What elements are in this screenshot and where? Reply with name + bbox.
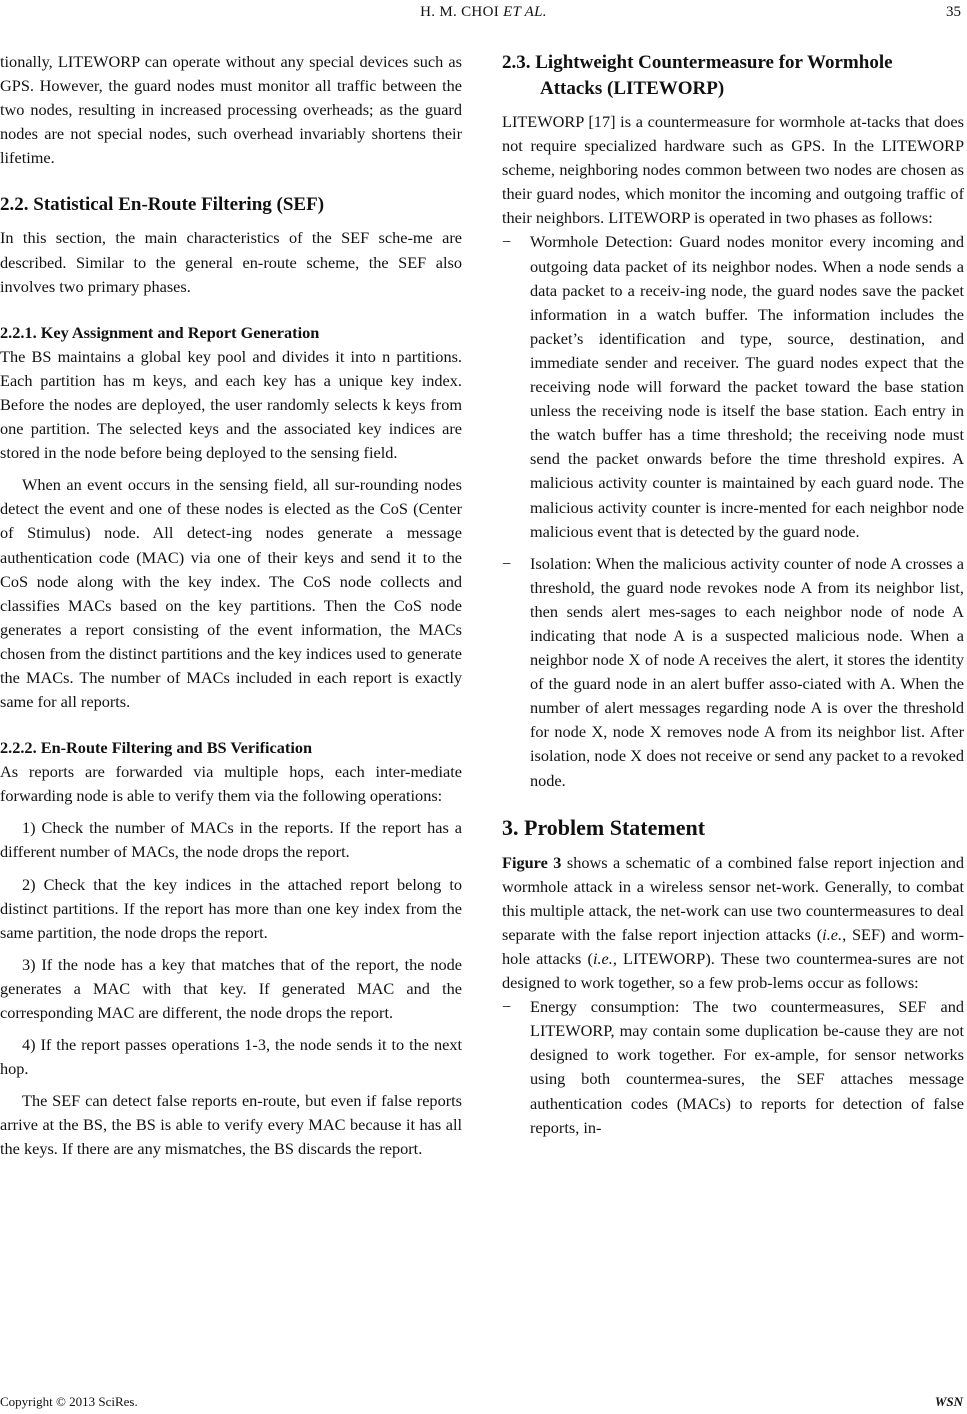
paragraph-operation-4: 4) If the report passes operations 1-3, the node sends it to the next hop. bbox=[0, 1035, 462, 1079]
running-head bbox=[0, 4, 967, 21]
subsection-heading-2-2-1: 2.2.1. Key Assignment and Report Generation bbox=[0, 322, 320, 342]
problem-list bbox=[502, 995, 964, 1140]
list-item-energy-consumption bbox=[502, 995, 964, 1140]
running-head-authors: H. M. CHOI bbox=[420, 4, 499, 20]
list-item-wormhole-detection bbox=[502, 230, 964, 543]
paragraph-liteworp-intro: LITEWORP [17] is a countermeasure for wormhole at-tacks that does not require specialized hardware such as GPS. In the LITEWORP scheme, neighboring nodes common between two nodes are chosen as their guard nodes, which monitor the incoming and outgoing traffic of their neighbors. LITEWORP is operated in two phases as follows: bbox=[502, 112, 964, 228]
dash-bullet: − bbox=[502, 997, 512, 1017]
list-item-text: Energy consumption: The two countermeasures, SEF and LITEWORP, may contain some duplication be-cause they are not designed to work together. For ex-ample, for sensor networks using both countermea-sures, the SEF attaches message authentication codes (MACs) to reports for detection of false reports, in- bbox=[530, 997, 964, 1137]
copyright-notice: Copyright © 2013 SciRes. bbox=[0, 1394, 138, 1409]
dash-bullet: − bbox=[502, 553, 512, 573]
paragraph-continuation: tionally, LITEWORP can operate without any special devices such as GPS. However, the guard nodes must monitor all traffic between the two nodes, resulting in increased processing overheads; as the guard nodes are not special nodes, such overhead invariably shortens their lifetime. bbox=[0, 52, 462, 168]
page-footer bbox=[0, 1394, 967, 1414]
paragraph-sef-intro: In this section, the main characteristics of the SEF sche-me are described. Similar to the general en-route scheme, the SEF also involves two primary phases. bbox=[0, 228, 462, 296]
paragraph-bs-verification: The SEF can detect false reports en-route, but even if false reports arrive at the BS, the BS is able to verify every MAC because it has all the keys. If there are any mismatches, the BS discards the report. bbox=[0, 1091, 462, 1159]
liteworp-phase-list bbox=[502, 230, 964, 792]
paragraph-operation-2: 2) Check that the key indices in the attached report belong to distinct partitions. If the report has more than one key index from the same partition, the node drops the report. bbox=[0, 874, 462, 942]
paragraph-operation-1: 1) Check the number of MACs in the reports. If the report has a different number of MACs, the node drops the report. bbox=[0, 818, 462, 862]
list-item-text: Isolation: When the malicious activity counter of node A crosses a threshold, the guard node revokes node A from its neighbor list, then sends alert mes-sages to each neighbor node of node A indicating that node A is a suspected malicious node. When a neighbor node X of node A receives the alert, it stores the identity of the guard node in an alert buffer asso-ciated with A. When the number of alert messages regarding node A is over the threshold for node X, node X removes node A from its neighbor list. After isolation, node X does not receive or send any packet to a revoked node. bbox=[530, 553, 964, 790]
ie-abbrev: i.e. bbox=[822, 924, 843, 944]
text-run: shows a schematic of a combined false report injection and wormhole attack in a wireless sensor net-work. Generally, to combat this multiple attack, the net-work can use two countermeasures to deal separate with the false report injection attacks ( bbox=[502, 852, 964, 944]
subsection-heading-2-2-2: 2.2.2. En-Route Filtering and BS Verification bbox=[0, 738, 313, 758]
paragraph-report-generation: When an event occurs in the sensing field, all sur-rounding nodes detect the event and one of these nodes is elected as the CoS (Center of Stimulus) node. All detect-ing nodes generate a message authentication code (MAC) via one of their keys and send it to the CoS node along with the key index. The CoS node collects and classifies MACs based on the key partitions. Then the CoS node generates a report consisting of the event information, the MACs chosen from the distinct partitions and the key indices used to generate the MACs. The number of MACs included in each report is exactly same for all reports. bbox=[0, 475, 462, 712]
text-run: , SEF) and worm-hole attacks ( bbox=[502, 924, 965, 968]
text-run: , LITEWORP). These two countermea-sures are not designed to work together, so a few prob-lems occur as follows: bbox=[502, 949, 964, 993]
left-column bbox=[0, 50, 462, 1162]
paragraph-en-route-intro: As reports are forwarded via multiple hops, each inter-mediate forwarding node is able to verify them via the following operations: bbox=[0, 762, 462, 806]
section-heading-2-3 bbox=[502, 50, 964, 102]
section-heading-2-2: 2.2. Statistical En-Route Filtering (SEF) bbox=[0, 194, 325, 216]
list-item-isolation bbox=[502, 552, 964, 793]
paragraph-operation-3: 3) If the node has a key that matches that of the report, the node generates a MAC with that key. If generated MAC and the corresponding MAC are different, the node drops the report. bbox=[0, 954, 462, 1022]
paragraph-key-assignment: The BS maintains a global key pool and divides it into n partitions. Each partition has m keys, and each key has a unique key index. Before the nodes are deployed, the user randomly selects k keys from one partition. The selected keys and the associated key indices are stored in the node before being deployed to the sensing field. bbox=[0, 346, 462, 463]
right-column bbox=[502, 50, 964, 1140]
list-item-text: Wormhole Detection: Guard nodes monitor every incoming and outgoing data packet of its neighbor nodes. When a node sends a data packet to a receiv-ing node, the guard nodes save the packet information in a watch buffer. The information includes the packet’s identification and type, source, destination, and immediate sender and receiver. The guard nodes expect that the receiving node will forward the packet toward the base station unless the receiving node is itself the base station. Each entry in the watch buffer has a time threshold; the receiving node must send the packet onwards before the time threshold expires. A malicious activity counter is maintained by each guard node. The malicious activity counter is incre-mented for each neighbor node malicious event that is detected by the guard node. bbox=[530, 232, 964, 541]
section-heading-2-3-line1: 2.3. Lightweight Countermeasure for Wormhole bbox=[502, 52, 893, 73]
journal-abbrev: WSN bbox=[934, 1394, 963, 1409]
running-head-et-al: ET AL. bbox=[503, 4, 547, 20]
ie-abbrev: i.e. bbox=[592, 949, 613, 968]
paragraph-problem-statement bbox=[502, 851, 964, 996]
section-heading-3: 3. Problem Statement bbox=[502, 814, 706, 840]
page-header bbox=[0, 0, 967, 30]
section-heading-2-3-line2: Attacks (LITEWORP) bbox=[540, 78, 725, 99]
figure-reference: Figure 3 bbox=[502, 852, 562, 872]
page-number: 35 bbox=[946, 4, 961, 20]
dash-bullet: − bbox=[502, 232, 512, 252]
